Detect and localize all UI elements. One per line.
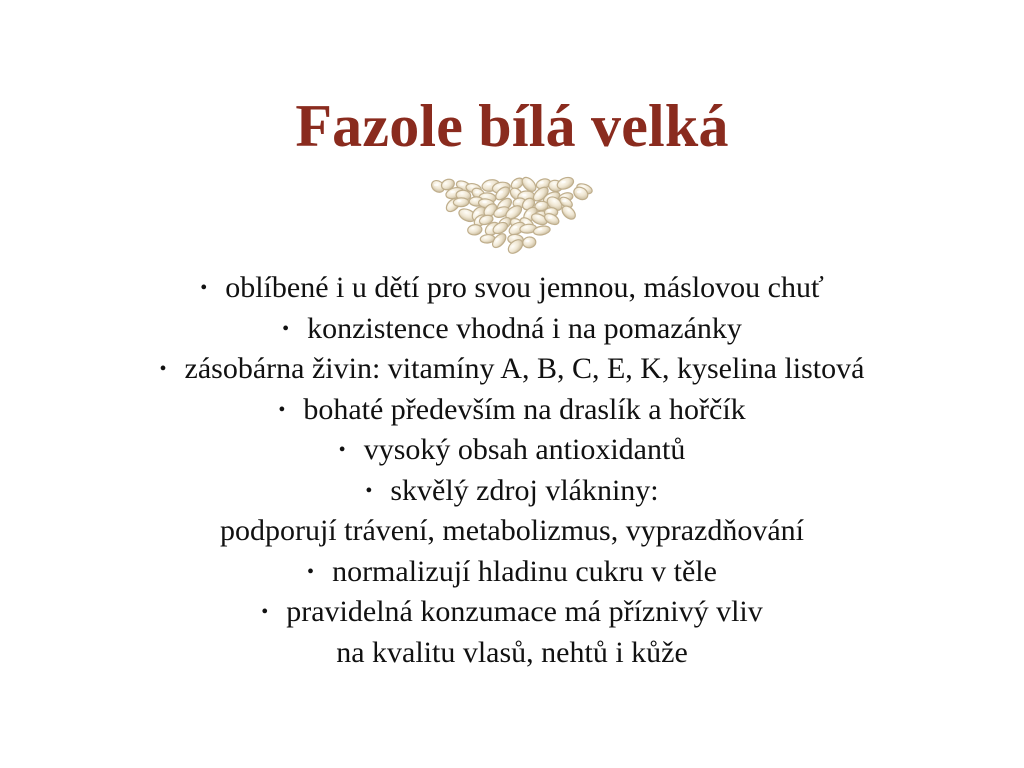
bullet-text xyxy=(0,268,1024,309)
bean-highlight xyxy=(577,191,581,193)
bean-highlight xyxy=(538,228,542,230)
bullet-line: konzistence vhodná i na pomazánky xyxy=(307,311,742,345)
bullet-item xyxy=(0,268,1024,309)
bullet-item xyxy=(0,552,1024,593)
bullet-text xyxy=(0,471,1024,512)
bullet-text xyxy=(0,430,1024,471)
bean-shape xyxy=(453,198,469,207)
bullet-item xyxy=(0,471,1024,552)
bullet-dot-icon: • xyxy=(338,439,346,461)
bean-highlight xyxy=(488,226,492,228)
white-beans-image xyxy=(424,168,602,276)
bean-highlight xyxy=(527,212,531,214)
bullet-dot-icon: • xyxy=(365,479,373,502)
bullet-line: pravidelná konzumace má příznivý vliv xyxy=(286,595,763,628)
bean-highlight xyxy=(548,217,552,219)
bullet-line: zásobárna živin: vitamíny A, B, C, E, K, kyselina listová xyxy=(184,352,865,385)
bullet-line: podporují trávení, metabolizmus, vyprazdňování xyxy=(219,514,805,547)
bullet-item xyxy=(0,349,1024,390)
bullet-line: vysoký obsah antioxidantů xyxy=(363,433,686,466)
bullet-continuation-text xyxy=(0,511,1024,552)
bullet-dot-icon: • xyxy=(282,317,290,340)
bean-highlight xyxy=(538,203,542,205)
bullet-item xyxy=(0,430,1024,471)
bean-highlight xyxy=(451,191,455,193)
bullet-text xyxy=(0,309,1024,350)
bullet-line: skvělý zdroj vlákniny: xyxy=(390,473,659,507)
bullet-continuation-text xyxy=(0,633,1024,674)
bullet-dot-icon: • xyxy=(278,398,286,421)
bullet-dot-icon: • xyxy=(261,601,269,623)
bean-highlight xyxy=(487,183,491,185)
bean-highlight xyxy=(499,191,503,193)
bean-shape xyxy=(467,224,482,236)
bean-highlight xyxy=(482,201,486,203)
bullet-dot-icon: • xyxy=(200,277,208,299)
bean-highlight xyxy=(547,210,551,212)
slide-title: Fazole bílá velká xyxy=(295,93,729,159)
bean-highlight xyxy=(474,191,478,193)
bullet-dot-icon: • xyxy=(307,560,315,583)
bullet-text xyxy=(0,592,1024,633)
bean-highlight xyxy=(525,240,529,242)
bean-highlight xyxy=(516,200,520,202)
bean-highlight xyxy=(475,211,479,213)
bean-highlight xyxy=(513,181,517,183)
bean-highlight xyxy=(539,181,543,183)
bullet-line: na kvalitu vlasů, nehtů i kůže xyxy=(336,635,688,669)
bean-highlight xyxy=(522,194,526,196)
bullet-item xyxy=(0,592,1024,673)
bullet-line: oblíbené i u dětí pro svou jemnou, máslovou chuť xyxy=(225,271,824,304)
bullet-text xyxy=(0,552,1024,593)
bullet-line: bohaté především na draslík a hořčík xyxy=(303,392,746,426)
bullet-text xyxy=(0,349,1024,390)
bean-highlight xyxy=(498,210,502,212)
bean-highlight xyxy=(434,184,438,186)
bullet-text xyxy=(0,390,1024,431)
bullet-item xyxy=(0,309,1024,350)
bean-highlight xyxy=(457,200,461,202)
bean-highlight xyxy=(561,181,565,183)
bullet-dot-icon: • xyxy=(159,358,167,380)
bean-highlight xyxy=(460,183,464,185)
bullet-line: normalizují hladinu cukru v těle xyxy=(332,554,717,588)
bullet-item xyxy=(0,390,1024,431)
bean-highlight xyxy=(562,200,566,202)
bean-highlight xyxy=(513,226,517,228)
bullet-list xyxy=(0,268,1024,673)
bean-highlight xyxy=(495,238,499,240)
bean-shape xyxy=(522,236,536,248)
